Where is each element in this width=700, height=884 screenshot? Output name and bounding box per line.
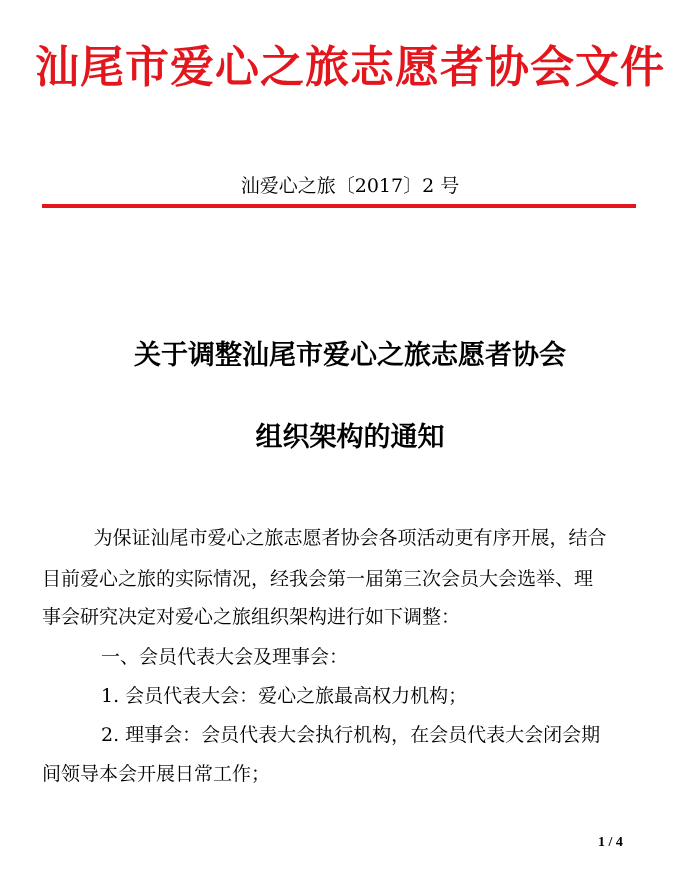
page-number: 1 / 4 [598, 835, 623, 850]
notice-title-line-1: 关于调整汕尾市爱心之旅志愿者协会 [134, 340, 566, 371]
red-divider-rule [42, 204, 636, 208]
organization-header: 汕尾市爱心之旅志愿者协会文件 [35, 42, 665, 93]
notice-title-line-2: 组织架构的通知 [255, 422, 445, 453]
body-paragraph-line: 为保证汕尾市爱心之旅志愿者协会各项活动更有序开展，结合 [93, 527, 607, 549]
body-paragraph-line: 事会研究决定对爱心之旅组织架构进行如下调整： [42, 606, 461, 628]
list-item: 2. 理事会：会员代表大会执行机构，在会员代表大会闭会期 [101, 724, 601, 746]
body-paragraph-line: 目前爱心之旅的实际情况，经我会第一届第三次会员大会选举、理 [42, 568, 594, 590]
list-item-continuation: 间领导本会开展日常工作； [42, 763, 271, 785]
list-item: 1. 会员代表大会：爱心之旅最高权力机构； [101, 685, 468, 707]
section-heading: 一、会员代表大会及理事会： [101, 646, 349, 668]
document-number: 汕爱心之旅〔2017〕2 号 [240, 175, 460, 197]
